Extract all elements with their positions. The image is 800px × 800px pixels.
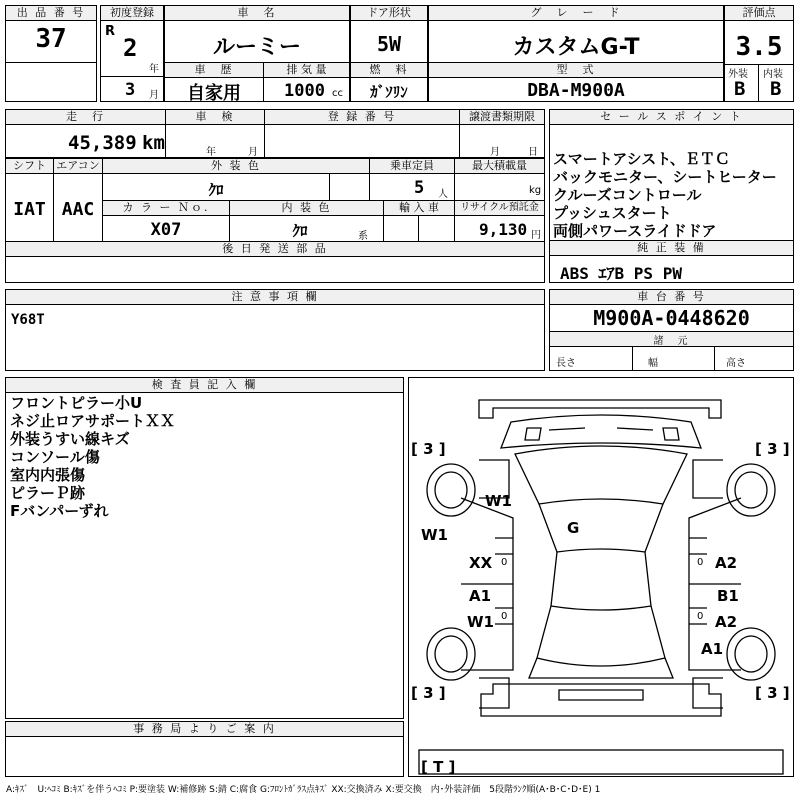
mark-a2-right-rear: A2 (715, 613, 738, 631)
mark-a2-right: A2 (715, 554, 738, 572)
color-no-box (102, 200, 230, 242)
transfer-doc-label: 譲渡書類期限 (460, 110, 544, 125)
office-label: 事 務 局 よ り ご 案 内 (6, 722, 403, 737)
recycle-unit: 円 (531, 230, 541, 241)
color-label: 外 装 色 (103, 159, 369, 174)
sales-points-box (549, 109, 794, 241)
interior-color-box (229, 200, 384, 242)
lot-number-label: 出 品 番 号 (6, 6, 96, 21)
notes-label: 注 意 事 項 欄 (6, 290, 544, 305)
shift-label: シフト (6, 159, 53, 174)
ac: AAC (61, 199, 95, 220)
model: DBA-M900A (527, 80, 625, 101)
color-box (102, 158, 370, 201)
inspector-note: ネジ止ロアサポートＸＸ (10, 412, 176, 430)
chassis-box (549, 289, 794, 371)
sales-point: 両側パワースライドドア (553, 222, 717, 240)
car-diagram (409, 378, 793, 776)
tire-rear-left: [ 3 ] (411, 684, 446, 702)
import-box (383, 200, 455, 242)
recycle-box (454, 200, 545, 242)
mark-w1-left-rear: W1 (467, 613, 494, 631)
recycle-label: リサイクル預託金 (455, 201, 544, 216)
first-reg-month: 3 (125, 80, 136, 100)
era: R (105, 24, 116, 39)
interior-score: B (770, 78, 782, 100)
sales-points-label: セ ー ル ス ポ イ ン ト (550, 110, 793, 125)
mileage-label: 走 行 (6, 110, 165, 125)
model-label: 型 式 (429, 63, 723, 78)
tire-rear-right: [ 3 ] (755, 684, 790, 702)
inspector-list (10, 394, 175, 520)
mark-a1-rear-right: A1 (701, 640, 724, 658)
car-name-box (164, 5, 350, 63)
mark-zero: 0 (697, 557, 704, 568)
history: 自家用 (187, 83, 241, 104)
fuel-box (350, 62, 428, 102)
inspector-note: Fバンパーずれ (10, 502, 109, 520)
width-label: 幅 (648, 358, 658, 369)
inspection-label: 車 検 (166, 110, 264, 125)
payload-box (454, 158, 545, 201)
reg-number-label: 登 録 番 号 (265, 110, 459, 125)
grade: カスタムG-T (512, 35, 640, 60)
displacement-label: 排 気 量 (264, 63, 349, 78)
length-label: 長さ (556, 358, 576, 369)
fuel-label: 燃 料 (351, 63, 427, 78)
car-name-label: 車 名 (165, 6, 349, 21)
lot-number: 37 (35, 24, 67, 54)
notes: Y68T (11, 312, 45, 328)
mark-w1-front: W1 (485, 492, 512, 510)
transfer-day-unit: 日 (528, 147, 538, 158)
first-reg-year: 2 (123, 34, 138, 62)
model-box (428, 62, 724, 102)
exterior-label: 外装 (728, 69, 748, 80)
displacement-box (263, 62, 350, 102)
inspector-note: ピラーＰ跡 (10, 484, 86, 502)
interior-label: 内装 (763, 69, 783, 80)
later-parts-box (5, 241, 545, 283)
reg-number-box (264, 109, 460, 158)
seats-box (369, 158, 455, 201)
lot-number-box (5, 5, 97, 102)
equipment: ABS ｴｱB PS PW (560, 264, 682, 283)
spare-tire: [ T ] (421, 758, 456, 776)
tire-front-right: [ 3 ] (755, 440, 790, 458)
equipment-box (549, 240, 794, 283)
mileage-unit: km (142, 132, 165, 154)
inspector-label: 検 査 員 記 入 欄 (6, 378, 403, 393)
history-box (164, 62, 264, 102)
sales-point: バックモニター、シートヒーター (553, 168, 777, 186)
chassis-label: 車 台 番 号 (550, 290, 793, 305)
legend: A:ｷｽﾞ U:ﾍｺﾐ B:ｷｽﾞを伴うﾍｺﾐ P:要塗装 W:補修跡 S:錆 C:腐食 G:ﾌﾛﾝﾄｶﾞﾗｽ点ｷｽﾞ XX:交換済み X:要交換 内･外装評価 5段階ﾗﾝｸ順(A･B･C･D･E) 1 (6, 785, 601, 795)
first-registration-label: 初度登録 (101, 6, 163, 21)
recycle: 9,130 (479, 220, 528, 239)
sales-point: プッシュスタート (553, 204, 672, 222)
mileage-box (5, 109, 166, 158)
displacement: 1000 (284, 81, 325, 101)
payload-unit: kg (529, 185, 542, 196)
fuel: ｶﾞｿﾘﾝ (370, 83, 408, 101)
month-unit: 月 (149, 90, 159, 101)
mark-b1-right: B1 (717, 587, 739, 605)
grade-box (428, 5, 724, 63)
height-label: 高さ (726, 358, 746, 369)
interior-color-unit: 系 (358, 231, 368, 242)
car-diagram-box (408, 377, 794, 777)
sales-point: スマートアシスト、ＥＴＣ (553, 150, 730, 168)
interior-color-label: 内 装 色 (230, 201, 383, 216)
inspection-month-unit: 月 (248, 147, 258, 158)
color-no-label: カ ラ ー Ｎｏ. (103, 201, 229, 216)
inspector-note: 室内内張傷 (10, 466, 86, 484)
tire-front-left: [ 3 ] (411, 440, 446, 458)
transfer-month-unit: 月 (490, 147, 500, 158)
exterior-score: B (734, 78, 746, 100)
sales-points-list (553, 150, 777, 240)
payload-label: 最大積載量 (455, 159, 544, 174)
inspector-note: フロントピラー小U (10, 394, 143, 412)
score: 3.5 (735, 32, 783, 62)
mark-xx-left: XX (469, 554, 493, 572)
transfer-doc-box (459, 109, 545, 158)
displacement-unit: cc (332, 88, 343, 99)
interior-color: ｸﾛ (292, 222, 308, 240)
car-name: ルーミー (212, 35, 301, 60)
first-registration-box (100, 5, 164, 102)
equipment-label: 純 正 装 備 (550, 241, 793, 256)
mark-w1-left: W1 (421, 526, 448, 544)
specs-label: 諸 元 (550, 332, 793, 347)
office-box (5, 721, 404, 777)
notes-box (5, 289, 545, 371)
chassis-number: M900A-0448620 (593, 306, 750, 330)
score-label: 評価点 (725, 6, 793, 21)
door-box (350, 5, 428, 63)
mark-g-glass: G (567, 519, 580, 537)
year-unit: 年 (149, 64, 159, 75)
mark-zero: 0 (501, 611, 508, 622)
import-label: 輸 入 車 (384, 201, 454, 216)
color: ｸﾛ (208, 181, 224, 199)
door-type: 5W (376, 32, 402, 56)
grade-label: グ レ ー ド (429, 6, 723, 21)
mark-zero: 0 (697, 611, 704, 622)
seats-label: 乗車定員 (370, 159, 454, 174)
inspector-note: コンソール傷 (10, 448, 100, 466)
seats: 5 (414, 178, 425, 198)
score-box (724, 5, 794, 102)
later-parts-label: 後 日 発 送 部 品 (6, 242, 544, 257)
seats-unit: 人 (438, 189, 448, 200)
inspector-note: 外装うすい線キズ (10, 430, 130, 448)
inspection-year-unit: 年 (206, 147, 216, 158)
shift-box (5, 158, 54, 242)
shift: IAT (13, 199, 46, 220)
mileage: 45,389 (68, 132, 137, 154)
mark-a1-left: A1 (469, 587, 492, 605)
inspection-box (165, 109, 265, 158)
history-label: 車 歴 (165, 63, 263, 78)
ac-label: エアコン (54, 159, 102, 174)
mark-zero: 0 (501, 557, 508, 568)
color-no: X07 (150, 220, 182, 240)
door-label: ドア形状 (351, 6, 427, 21)
sales-point: クルーズコントロール (553, 186, 702, 204)
inspector-box (5, 377, 404, 719)
ac-box (53, 158, 103, 242)
